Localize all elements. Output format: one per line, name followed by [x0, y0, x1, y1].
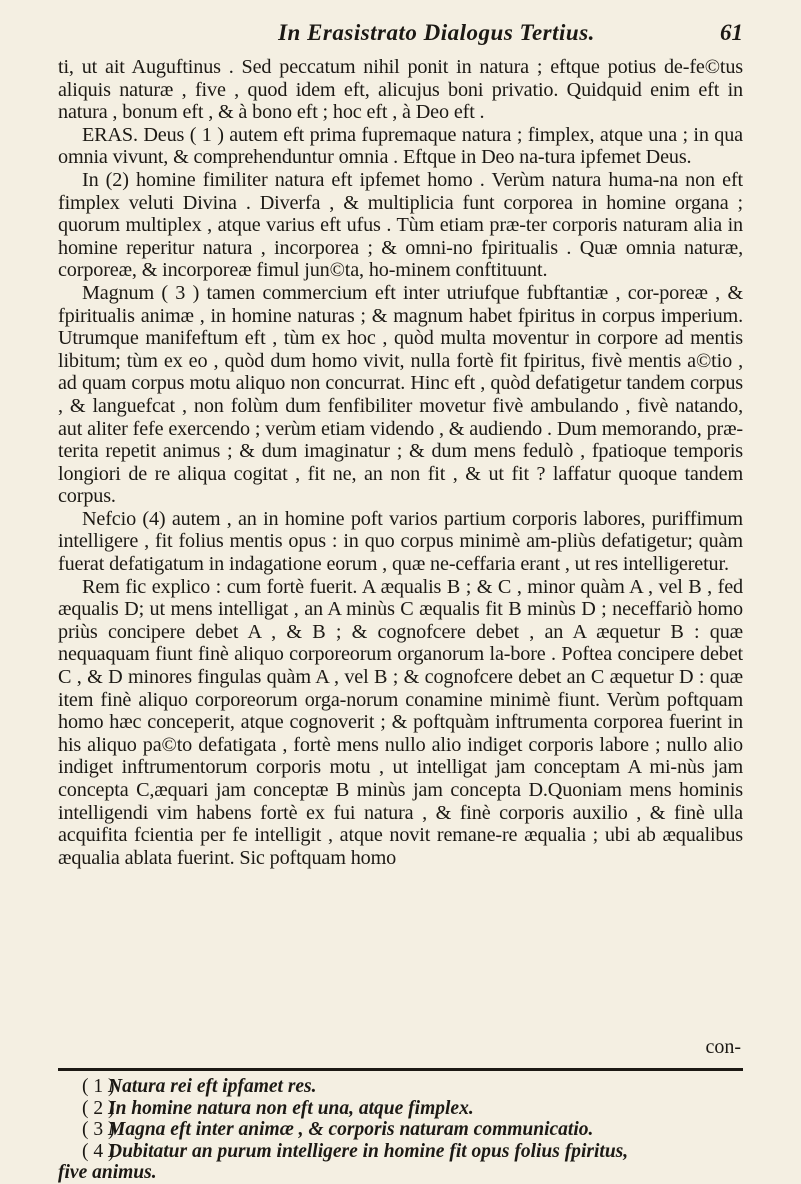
- page-header: [130, 20, 743, 60]
- footnote-text: Dubitatur an purum intelligere in homine fit opus folius fpiritus,: [108, 1140, 629, 1162]
- footnote: [58, 1098, 743, 1120]
- footnote-text: Magna eft inter animæ , & corporis naturam communicatio.: [108, 1119, 594, 1140]
- paragraph: ti, ut ait Auguftinus . Sed peccatum nihil ponit in natura ; eftque potius de-fe©tus aliquis naturæ , five , quod idem eft, alicujus boni privatio. Quidquid enim eft in natura , bonum eft , & à bono eft ; hoc eft , à Deo eft .: [58, 56, 743, 124]
- footnote-mark: ( 2 ): [82, 1097, 115, 1119]
- footnote-text: Natura rei eft ipfamet res.: [108, 1076, 317, 1097]
- footnote-mark: ( 4 ): [82, 1140, 115, 1162]
- footnote-text: five animus.: [58, 1162, 157, 1183]
- footnote-text: In homine natura non eft una, atque fimplex.: [108, 1097, 474, 1119]
- paragraph: ERAS. Deus ( 1 ) autem eft prima fupremaque natura ; fimplex, atque una ; in qua omnia vivunt, & comprehenduntur omnia . Eftque in Deo na-tura ipfemet Deus.: [58, 123, 743, 169]
- running-title: In Erasistrato Dialogus Tertius.: [278, 20, 595, 45]
- page-number: 61: [720, 20, 743, 45]
- footnote: [58, 1076, 743, 1098]
- paragraph: Magnum ( 3 ) tamen commercium eft inter utriufque fubftantiæ , cor-poreæ , & fpiritualis animæ , in homine naturas ; & magnum habet fpiritus in corpus imperium. Utrumque manifeftum eft , tùm ex hoc , quòd multa moventur in corpore ad mentis libitum; tùm ex eo , quòd dum homo vivit, nulla fortè fit fpiritus, fivè mentis a©tio , ad quam corpus motu aliquo non concurrat. Hinc eft , quòd defatigetur tandem corpus , & languefcat , non folùm dum fenfibiliter movetur fivè ambulando , fivè natando, aut aliter fefe exercendo ; verùm etiam videndo , & audiendo . Dum memorando, præ-terita repetit animus ; & dum imaginatur ; & dum mens fedulò , fpatioque temporis longiori de re aliqua cogitat , fit ne, an non fit , & ut fit ? laffatur quoque tandem corpus.: [58, 281, 743, 508]
- footnote-mark: ( 3 ): [82, 1119, 115, 1140]
- footnote-continuation: [58, 1162, 743, 1184]
- footnote-divider: [58, 1068, 743, 1071]
- footnotes: [58, 1076, 743, 1184]
- paragraph: Nefcio (4) autem , an in homine poft varios partium corporis labores, puriffimum intelligere , fit folius mentis opus : in quo corpus minimè am-pliùs defatigetur; quàm fuerat defatigatum in indagatione eorum , quæ ne-ceffaria erant , ut res intelligeretur.: [58, 507, 743, 576]
- footnote-mark: ( 1 ): [82, 1076, 115, 1097]
- main-text: [58, 56, 743, 869]
- paragraph: Rem fic explico : cum fortè fuerit. A æqualis B ; & C , minor quàm A , vel B , fed æqualis D; ut mens intelligat , an A minùs C æqualis fit B minùs D ; neceffariò homo priùs concipere debet A , & B ; & cognofcere debet , an A æquetur B : quæ nequaquam fiunt finè aliquo corporeorum organorum la-bore . Poftea concipere debet C , & D minores fingulas quàm A , vel B ; & cognofcere debet an C æquetur D : quæ item finè aliquo corporeorum orga-norum conamine minimè fiunt. Verùm poftquam homo hæc conceperit, atque cognoverit ; & poftquàm inftrumenta corporea fuerint in his aliquo pa©to defatigata , fortè mens nullo alio indiget corporis labore ; nullo alio indiget inftrumentorum corporis motu , ut intelligat jam conceptam A mi-nùs jam concepta C,æquari jam conceptæ B minùs jam concepta D.Quoniam mens hominis intelligendi vim habens fortè ex fui natura , & finè corporis auxilio , & finè ulla acquifita fcientia per fe intelligit , atque novit remane-re æqualia ; ubi ab æqualibus æqualia ablata fuerint. Sic poftquam homo: [58, 575, 743, 869]
- footnote: [58, 1119, 743, 1141]
- catchword: con-: [705, 1036, 741, 1058]
- footnote: [58, 1141, 743, 1163]
- paragraph: In (2) homine fimiliter natura eft ipfemet homo . Verùm natura huma-na non eft fimplex veluti Divina . Diverfa , & multiplicia funt corporea in homine organa ; quorum multiplex , atque varius eft ufus . Tùm etiam præ-ter corporis naturam alia in homine reperitur natura , incorporea ; & omni-no fpiritualis . Quæ omnia naturæ, corporeæ, & incorporeæ fimul jun©ta, ho-minem conftituunt.: [58, 168, 743, 282]
